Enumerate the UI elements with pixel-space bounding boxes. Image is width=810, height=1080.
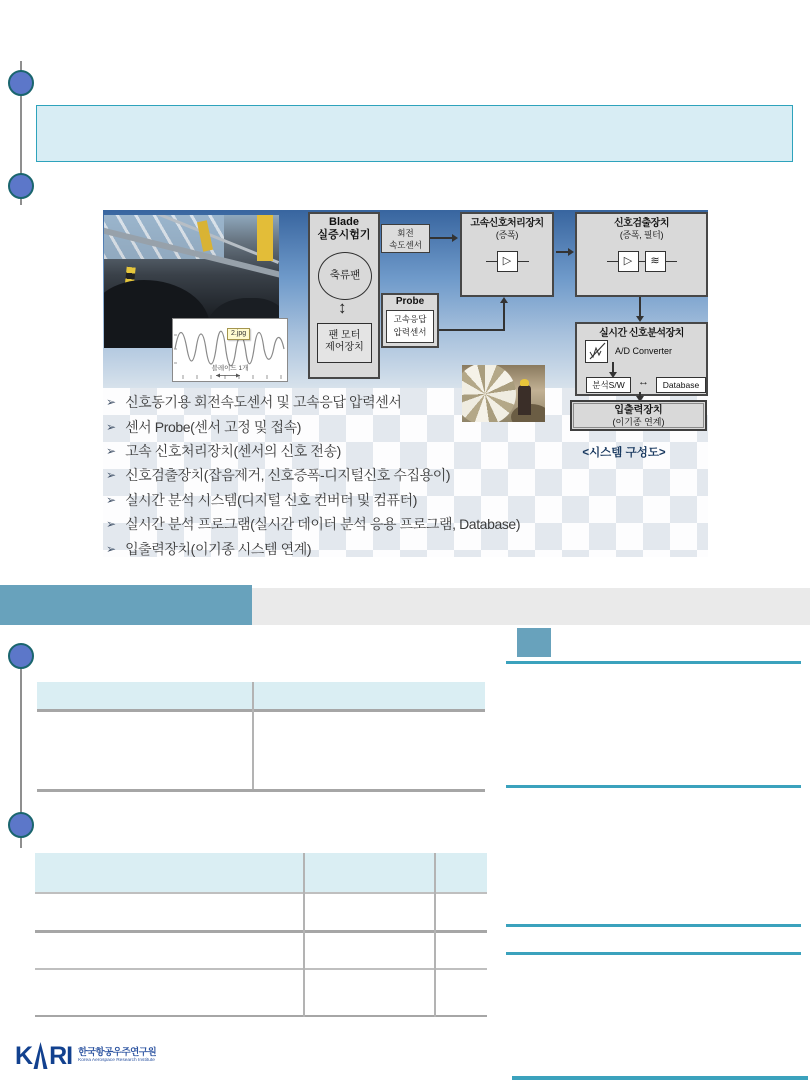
blade-box-title-line1: Blade [329, 216, 359, 228]
list-item: ➢ 입출력장치(이기종 시스템 연계) [106, 540, 312, 557]
list-item: ➢ 실시간 분석 시스템(디지털 신호 컨버터 및 컴퓨터) [106, 491, 418, 508]
arrow-bullet-icon: ➢ [106, 517, 117, 532]
connector-rotation-to-processor [430, 237, 452, 239]
analysis-sw-box: 분석S/W [586, 377, 631, 393]
section-header-teal-block [0, 585, 252, 625]
arrow-bullet-icon: ➢ [106, 395, 117, 410]
signal-processor-box [460, 212, 554, 297]
list-item: ➢ 실시간 분석 프로그램(실시간 데이터 분석 응용 프로그램, Database) [106, 516, 521, 533]
filter-icon: ≋ [645, 251, 666, 272]
signal-detector-box [575, 212, 708, 297]
spec-table-2 [35, 853, 487, 1017]
pressure-sensor-box: 고속응답 압력센서 [386, 310, 434, 343]
arrow-bullet-icon: ➢ [106, 443, 117, 458]
amplifier-icon: ▷ [497, 251, 518, 272]
arrow-bullet-icon: ➢ [106, 492, 117, 507]
arrow-bullet-icon: ➢ [106, 419, 117, 434]
right-column-divider-1 [506, 661, 801, 664]
fan-motor-controller-box: 팬 모터 제어장치 [317, 323, 372, 363]
connector-probe-horizontal [439, 329, 505, 331]
kari-peak-icon [32, 1042, 49, 1069]
io-title: 입출력장치 [614, 405, 663, 416]
connector-detector-to-analyzer [639, 297, 641, 317]
right-column-divider-2 [506, 785, 801, 788]
processor-subtitle: (증폭) [495, 230, 519, 240]
rotation-sensor-box: 회전 속도센서 [381, 224, 430, 253]
waveform-chart [172, 318, 288, 382]
milestone-circle-2 [8, 173, 34, 199]
bottom-accent-line [512, 1076, 808, 1080]
arrow-right-icon [568, 248, 574, 256]
diagram-caption: <시스템 구성도> [582, 447, 666, 459]
database-box: Database [656, 377, 706, 393]
summary-box [36, 105, 793, 162]
kari-logo-text-en: Korea Aerospace Research Institute [78, 1057, 155, 1063]
arrow-bullet-icon: ➢ [106, 468, 117, 483]
updown-arrow-icon: ↕ [338, 298, 347, 317]
waveform-caption: 블레이드 1개 [211, 365, 249, 372]
kari-logo [15, 1042, 156, 1069]
blade-box-title-line2: 실증시험기 [317, 229, 371, 241]
detector-title: 신호검출장치 [614, 218, 669, 229]
signal-analyzer-box [575, 322, 708, 396]
leftright-arrow-icon: ↔ [638, 376, 649, 388]
arrow-bullet-icon: ➢ [106, 541, 117, 556]
table-header-row [35, 853, 487, 892]
list-item: ➢ 센서 Probe(센서 고정 및 접속) [106, 418, 302, 435]
arrow-right-icon [452, 234, 458, 242]
oscilloscope-icon [585, 340, 608, 363]
probe-box [381, 293, 439, 348]
image-filename-label: 2.jpg [227, 328, 250, 340]
milestone-circle-3 [8, 643, 34, 669]
probe-title: Probe [395, 296, 425, 307]
kari-logo-text-ko: 한국항공우주연구원 [78, 1046, 157, 1058]
right-column-divider-4 [506, 952, 801, 955]
section-marker-square [517, 628, 551, 657]
amplifier-icon: ▷ [618, 251, 639, 272]
feature-bullet-list [106, 390, 611, 561]
processor-title: 고속신호처리장치 [470, 218, 544, 229]
connector-probe-vertical [503, 302, 505, 331]
kari-wordmark: K RI [15, 1042, 73, 1070]
axial-fan-ellipse: 축류팬 [318, 252, 372, 300]
list-item: ➢ 신호동기용 회전속도센서 및 고속응답 압력센서 [106, 394, 402, 411]
milestone-circle-4 [8, 812, 34, 838]
arrow-up-icon [500, 297, 508, 303]
list-item: ➢ 신호검출장치(잡음제거, 신호증폭-디지털신호 수집용이) [106, 467, 451, 484]
adc-label: A/D Converter [615, 346, 673, 356]
spec-table-1 [37, 682, 485, 792]
io-subtitle: (이기종 연계) [612, 417, 665, 427]
right-column-divider-3 [506, 924, 801, 927]
section-header-gray-bar [252, 588, 810, 625]
blade-test-rig-box [308, 212, 380, 379]
table-header-row [37, 682, 485, 709]
list-item: ➢ 고속 신호처리장치(센서의 신호 전송) [106, 442, 341, 459]
detector-subtitle: (증폭, 필터) [619, 230, 664, 240]
span-arrow-icon [213, 373, 243, 378]
milestone-circle-1 [8, 70, 34, 96]
analyzer-title: 실시간 신호분석장치 [599, 328, 684, 339]
